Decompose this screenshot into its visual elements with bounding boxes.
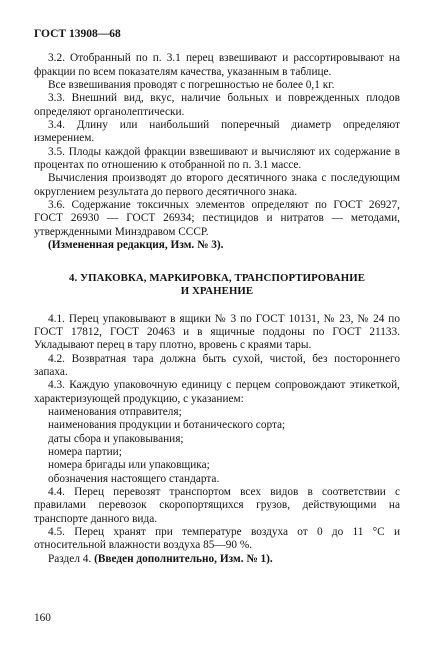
- section-note-amendment: (Введен дополнительно, Изм. № 1).: [94, 552, 273, 565]
- paragraph-4-3: 4.3. Каждую упаковочную единицу с перцем сопровождают этикеткой, характеризующей продукцию, с указанием:: [34, 379, 400, 405]
- section-title: [34, 272, 400, 298]
- label-item: наименования отправителя;: [48, 405, 182, 418]
- paragraph-weighing-accuracy: Все взвешивания проводят с погрешностью не более 0,1 кг.: [48, 79, 335, 92]
- page-number: 160: [34, 612, 51, 624]
- section-note: [34, 553, 400, 566]
- section-title-line-2: И ХРАНЕНИЕ: [180, 284, 254, 297]
- label-item: номера бригады или упаковщика;: [48, 459, 210, 472]
- label-item: обозначения настоящего стандарта.: [48, 472, 220, 485]
- label-item: номера партии;: [48, 445, 122, 458]
- document-header: ГОСТ 13908—68: [34, 28, 121, 40]
- paragraph-3-5: 3.5. Плоды каждой фракции взвешивают и вычисляют их содержание в процентах по отношению к отобранной по п. 3.1 массе.: [34, 145, 400, 172]
- paragraph-calculation: Вычисления производят до второго десятичного знака с последующим округлением результата до первого десятичного знака.: [34, 172, 400, 198]
- section-note-prefix: Раздел 4.: [48, 552, 92, 565]
- document-page: [34, 28, 400, 566]
- label-item: наименования продукции и ботанического сорта;: [48, 419, 286, 432]
- paragraph-3-4: 3.4. Длину или наибольший поперечный диаметр определяют измерением.: [34, 119, 400, 145]
- amendment-note: (Измененная редакция, Изм. № 3).: [48, 239, 224, 252]
- section-title-line-1: 4. УПАКОВКА, МАРКИРОВКА, ТРАНСПОРТИРОВАНИЕ: [68, 271, 366, 284]
- paragraph-4-2: 4.2. Возвратная тара должна быть сухой, чистой, без постороннего запаха.: [34, 352, 400, 378]
- paragraph-3-3: 3.3. Внешний вид, вкус, наличие больных и поврежденных плодов определяют органолептически.: [34, 92, 400, 118]
- paragraph-4-5: 4.5. Перец хранят при температуре воздуха от 0 до 11 °С и относительной влажности воздуха 85—90 %.: [34, 526, 400, 552]
- paragraph-4-1: 4.1. Перец упаковывают в ящики № 3 по ГОСТ 10131, № 23, № 24 по ГОСТ 17812, ГОСТ 20463 и в ящичные поддоны по ГОСТ 21133. Укладывают перец в тару плотно, вровень с краями тары.: [34, 312, 400, 352]
- paragraph-3-2: 3.2. Отобранный по п. 3.1 перец взвешивают и рассортировывают на фракции по всем показателям качества, указанным в таблице.: [34, 52, 400, 78]
- paragraph-3-6: 3.6. Содержание токсичных элементов определяют по ГОСТ 26927, ГОСТ 26930 — ГОСТ 26934; пестицидов и нитратов — методами, утвержденными Минздравом СССР.: [34, 199, 400, 238]
- label-item: даты сбора и упаковывания;: [48, 432, 184, 445]
- paragraph-4-4: 4.4. Перец перевозят транспортом всех видов в соответствии с правилами перевозок скоропортящихся грузов, действующими на транспорте данного вида.: [34, 485, 400, 525]
